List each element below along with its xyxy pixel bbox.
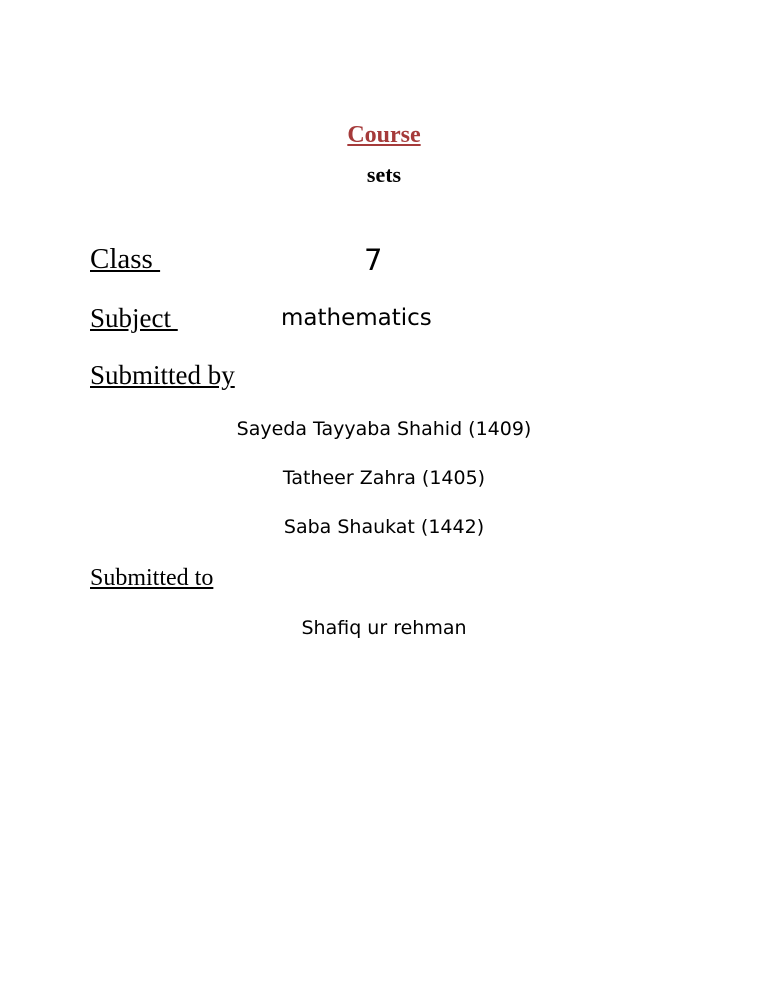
course-name: sets (366, 162, 402, 187)
submitter-name: Sayeda Tayyaba Shahid (1409) (236, 418, 532, 440)
class-label: Class (90, 243, 161, 275)
submitted-by-label: Submitted by (90, 360, 235, 390)
subject-value: mathematics (281, 305, 432, 331)
submitter-name: Tatheer Zahra (1405) (282, 467, 486, 489)
submitted-to-label: Submitted to (90, 565, 214, 591)
course-title: Course (347, 122, 421, 148)
teacher-name: Shafiq ur rehman (301, 617, 467, 639)
subject-label: Subject (90, 303, 178, 333)
submitter-name: Saba Shaukat (1442) (283, 516, 485, 538)
class-value: 7 (364, 243, 383, 277)
